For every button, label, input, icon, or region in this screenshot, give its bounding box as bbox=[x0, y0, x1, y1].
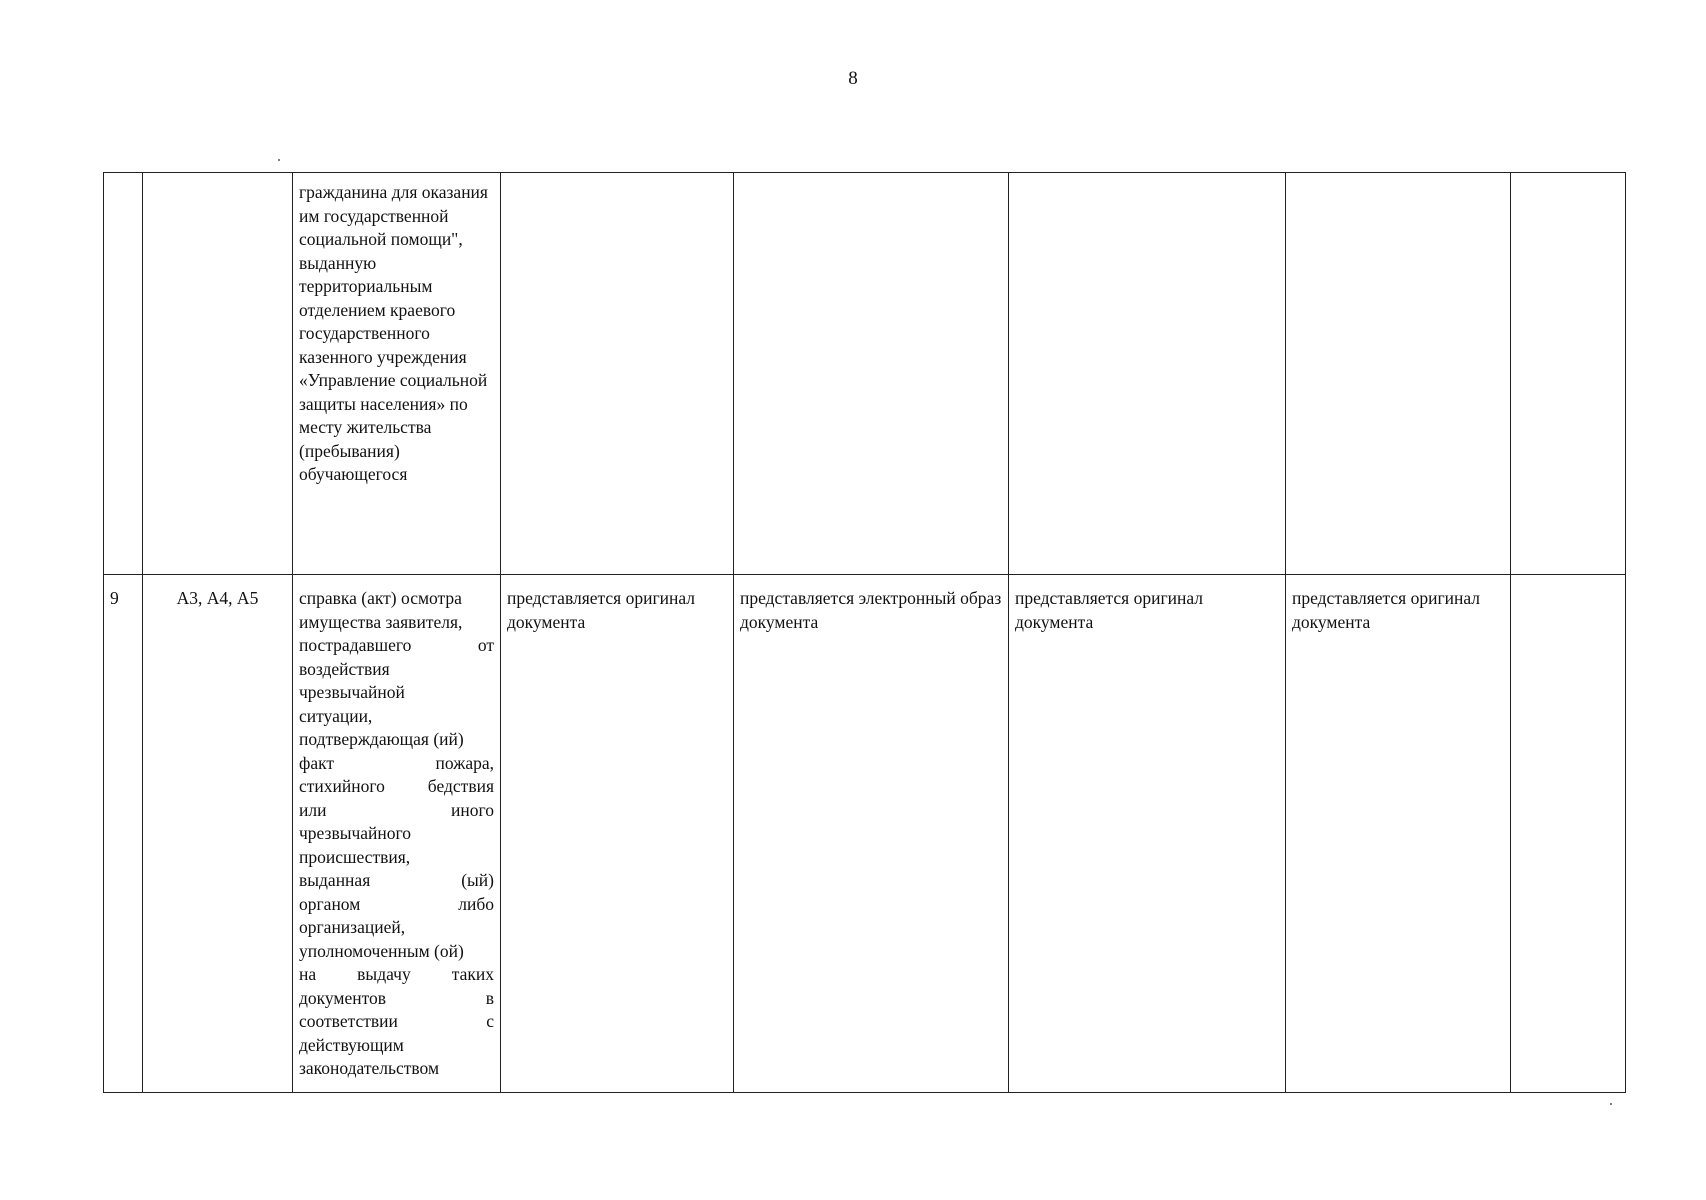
table-row-9 bbox=[104, 575, 1626, 1093]
document-line: выданная (ый) bbox=[299, 870, 494, 890]
document-name-text: гражданина для оказания им государственной социальной помощи", выданную территориальным отделением краевого государственного казенного учреждения «Управление социальной защиты населения» по месту жительства (пребывания) обучающегося bbox=[299, 182, 488, 484]
document-line: факт пожара, bbox=[299, 752, 494, 773]
document-line: документов в bbox=[299, 987, 494, 1008]
cell-col5: представляется электронный образ документа bbox=[734, 575, 1009, 1093]
page-number: 8 bbox=[848, 68, 858, 89]
document-line: подтверждающая (ий) bbox=[299, 729, 464, 749]
document-line: чрезвычайной bbox=[299, 682, 405, 702]
cell-col4 bbox=[501, 173, 734, 575]
document-line: или иного bbox=[299, 799, 494, 820]
document-line: соответствии с bbox=[299, 1011, 494, 1031]
cell-number: 9 bbox=[104, 575, 143, 1093]
document-line: организацией, bbox=[299, 917, 406, 937]
cell-document-name bbox=[293, 575, 501, 1093]
document-line: стихийного бедствия bbox=[299, 776, 494, 796]
cell-codes: А3, А4, А5 bbox=[143, 575, 293, 1093]
scan-speck bbox=[278, 159, 280, 161]
document-line: справка (акт) осмотра bbox=[299, 588, 462, 608]
cell-col6 bbox=[1009, 173, 1286, 575]
cell-col7 bbox=[1286, 173, 1511, 575]
cell-col6: представляется оригинал документа bbox=[1009, 575, 1286, 1093]
document-line: воздействия bbox=[299, 658, 390, 679]
scan-speck bbox=[1610, 1103, 1612, 1105]
document-line: чрезвычайного bbox=[299, 823, 412, 843]
cell-col7: представляется оригинал документа bbox=[1286, 575, 1511, 1093]
document-line: на выдачу таких bbox=[299, 964, 494, 984]
document-line: ситуации, bbox=[299, 705, 373, 726]
cell-col5 bbox=[734, 173, 1009, 575]
cell-document-name bbox=[293, 173, 501, 575]
cell-col8 bbox=[1511, 173, 1626, 575]
document-line: уполномоченным (ой) bbox=[299, 940, 464, 961]
cell-col8 bbox=[1511, 575, 1626, 1093]
document-line: имущества заявителя, bbox=[299, 611, 463, 632]
document-line: органом либо bbox=[299, 893, 494, 914]
document-line: действующим bbox=[299, 1034, 404, 1055]
cell-number bbox=[104, 173, 143, 575]
document-line: законодательством bbox=[299, 1058, 440, 1078]
cell-col4: представляется оригинал документа bbox=[501, 575, 734, 1093]
document-table bbox=[103, 172, 1626, 1093]
cell-codes bbox=[143, 173, 293, 575]
document-line: пострадавшего от bbox=[299, 635, 494, 655]
document-line: происшествия, bbox=[299, 846, 411, 867]
table-row-continued bbox=[104, 173, 1626, 575]
